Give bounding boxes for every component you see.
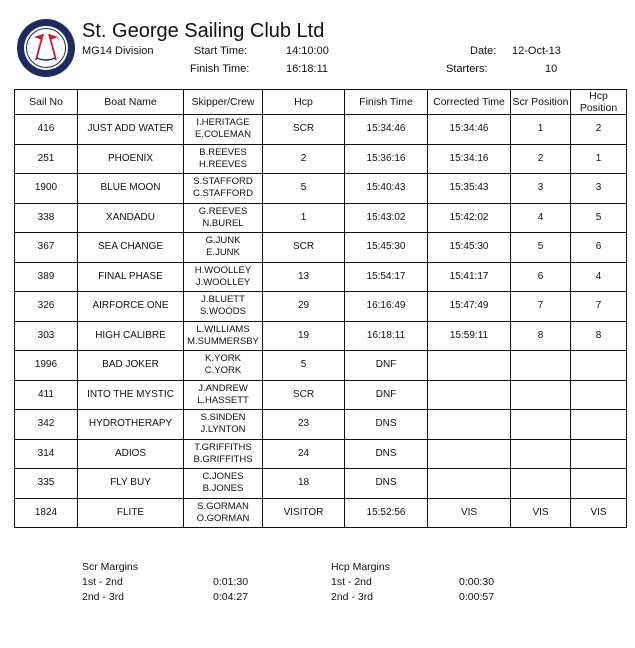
boat-name-cell: FLITE — [78, 498, 184, 528]
hcp-margin-label: 1st - 2nd — [331, 576, 372, 588]
date-value: 12-Oct-13 — [512, 45, 561, 57]
skipper-crew-cell — [184, 262, 263, 292]
skipper-name: S.SINDEN — [200, 412, 246, 424]
start-time-value: 14:10:00 — [286, 45, 329, 57]
finish-time-cell: 16:16:49 — [345, 292, 428, 322]
hcp-position-cell: 1 — [571, 144, 627, 174]
scr-margin-label: 2nd - 3rd — [82, 591, 125, 603]
scr-position-cell: 8 — [511, 321, 571, 351]
sail-no-cell: 1996 — [15, 351, 78, 381]
skipper-crew-cell — [184, 321, 263, 351]
corrected-time-cell — [428, 469, 511, 499]
scr-margins — [82, 561, 272, 606]
hcp-position-cell — [571, 351, 627, 381]
hcp-position-cell — [571, 410, 627, 440]
hcp-position-cell: 7 — [571, 292, 627, 322]
sail-no-cell: 342 — [15, 410, 78, 440]
hcp-position-cell: 4 — [571, 262, 627, 292]
hcp-cell: 13 — [263, 262, 345, 292]
scr-position-cell — [511, 439, 571, 469]
col-header-hcp-position: Hcp Position — [571, 90, 627, 115]
skipper-crew-cell — [184, 203, 263, 233]
skipper-name: T.GRIFFITHS — [194, 441, 252, 453]
crew-name: E.JUNK — [206, 247, 240, 259]
hcp-cell: 24 — [263, 439, 345, 469]
scr-position-cell — [511, 469, 571, 499]
corrected-time-cell: 15:47:49 — [428, 292, 511, 322]
skipper-crew-cell — [184, 233, 263, 263]
skipper-crew-cell — [184, 439, 263, 469]
skipper-name: J.BLUETT — [201, 294, 245, 306]
finish-time-cell: DNS — [345, 439, 428, 469]
boat-name-cell: INTO THE MYSTIC — [78, 380, 184, 410]
crew-name: B.GRIFFITHS — [193, 453, 253, 465]
hcp-cell: 5 — [263, 174, 345, 204]
sail-no-cell: 389 — [15, 262, 78, 292]
finish-time-cell: DNF — [345, 351, 428, 381]
starters-label: Starters: — [446, 63, 488, 75]
col-header-skipper-crew: Skipper/Crew — [184, 90, 263, 115]
finish-time-cell: 15:52:56 — [345, 498, 428, 528]
skipper-crew-cell — [184, 410, 263, 440]
sail-no-cell: 1824 — [15, 498, 78, 528]
crew-name: O.GORMAN — [196, 512, 250, 524]
table-row — [15, 233, 627, 263]
corrected-time-cell — [428, 410, 511, 440]
finish-time-cell: 15:45:30 — [345, 233, 428, 263]
hcp-position-cell: VIS — [571, 498, 627, 528]
sail-no-cell: 326 — [15, 292, 78, 322]
col-header-sail-no: Sail No — [15, 90, 78, 115]
boat-name-cell: XANDADU — [78, 203, 184, 233]
finish-time-cell: 15:40:43 — [345, 174, 428, 204]
start-time-label: Start Time: — [194, 45, 248, 57]
sail-no-cell: 338 — [15, 203, 78, 233]
skipper-crew-cell — [184, 115, 263, 145]
table-row — [15, 469, 627, 499]
boat-name-cell: HIGH CALIBRE — [78, 321, 184, 351]
sail-no-cell: 367 — [15, 233, 78, 263]
crew-name: M.SUMMERSBY — [187, 335, 259, 347]
hcp-margins — [331, 561, 521, 606]
skipper-name: H.WOOLLEY — [194, 264, 252, 276]
scr-position-cell: 1 — [511, 115, 571, 145]
finish-time-value: 16:18:11 — [286, 63, 329, 75]
scr-position-cell: 5 — [511, 233, 571, 263]
table-row — [15, 498, 627, 528]
col-header-scr-position: Scr Position — [511, 90, 571, 115]
skipper-name: L.WILLIAMS — [196, 323, 250, 335]
boat-name-cell: AIRFORCE ONE — [78, 292, 184, 322]
table-header-row — [15, 90, 627, 115]
col-header-hcp: Hcp — [263, 90, 345, 115]
finish-time-cell: DNF — [345, 380, 428, 410]
hcp-cell: SCR — [263, 233, 345, 263]
finish-time-cell: 15:34:46 — [345, 115, 428, 145]
skipper-name: K.YORK — [205, 353, 241, 365]
scr-margins-title: Scr Margins — [82, 561, 139, 573]
sail-no-cell: 411 — [15, 380, 78, 410]
corrected-time-cell: VIS — [428, 498, 511, 528]
scr-position-cell — [511, 351, 571, 381]
table-row — [15, 410, 627, 440]
division-label: MG14 Division — [82, 45, 154, 57]
table-row — [15, 262, 627, 292]
finish-time-cell: 15:43:02 — [345, 203, 428, 233]
corrected-time-cell — [428, 439, 511, 469]
sail-no-cell: 303 — [15, 321, 78, 351]
boat-name-cell: BAD JOKER — [78, 351, 184, 381]
corrected-time-cell: 15:59:11 — [428, 321, 511, 351]
table-row — [15, 351, 627, 381]
scr-position-cell: 7 — [511, 292, 571, 322]
finish-time-cell: 15:36:16 — [345, 144, 428, 174]
skipper-name: B.REEVES — [199, 146, 247, 158]
scr-margin-label: 1st - 2nd — [82, 576, 123, 588]
skipper-crew-cell — [184, 498, 263, 528]
boat-name-cell: BLUE MOON — [78, 174, 184, 204]
skipper-name: J.ANDREW — [198, 382, 248, 394]
hcp-cell: 2 — [263, 144, 345, 174]
skipper-crew-cell — [184, 292, 263, 322]
table-row — [15, 439, 627, 469]
sail-no-cell: 314 — [15, 439, 78, 469]
corrected-time-cell: 15:45:30 — [428, 233, 511, 263]
skipper-crew-cell — [184, 174, 263, 204]
skipper-name: G.REEVES — [198, 205, 248, 217]
boat-name-cell: PHOENIX — [78, 144, 184, 174]
club-burgee-emblem-icon — [16, 18, 76, 78]
corrected-time-cell — [428, 351, 511, 381]
hcp-position-cell — [571, 380, 627, 410]
hcp-margin-value: 0:00:30 — [459, 576, 495, 588]
scr-margin-value: 0:04:27 — [213, 591, 249, 603]
hcp-cell: 29 — [263, 292, 345, 322]
corrected-time-cell — [428, 380, 511, 410]
corrected-time-cell: 15:42:02 — [428, 203, 511, 233]
boat-name-cell: ADIOS — [78, 439, 184, 469]
crew-name: C.YORK — [204, 365, 242, 377]
hcp-margin-label: 2nd - 3rd — [331, 591, 374, 603]
table-row — [15, 174, 627, 204]
hcp-cell: VISITOR — [263, 498, 345, 528]
table-row — [15, 292, 627, 322]
hcp-cell: 18 — [263, 469, 345, 499]
starters-value: 10 — [545, 63, 558, 75]
sail-no-cell: 251 — [15, 144, 78, 174]
crew-name: C.STAFFORD — [193, 188, 253, 200]
skipper-name: S.GORMAN — [197, 500, 249, 512]
hcp-position-cell: 3 — [571, 174, 627, 204]
finish-time-cell: 16:18:11 — [345, 321, 428, 351]
crew-name: B.JONES — [202, 483, 244, 495]
results-table — [14, 89, 627, 528]
crew-name: J.WOOLLEY — [195, 276, 251, 288]
scr-position-cell — [511, 380, 571, 410]
sail-no-cell: 335 — [15, 469, 78, 499]
hcp-cell: 1 — [263, 203, 345, 233]
corrected-time-cell: 15:35:43 — [428, 174, 511, 204]
scr-position-cell: 2 — [511, 144, 571, 174]
boat-name-cell: SEA CHANGE — [78, 233, 184, 263]
finish-time-cell: DNS — [345, 469, 428, 499]
hcp-position-cell — [571, 439, 627, 469]
hcp-cell: 23 — [263, 410, 345, 440]
corrected-time-cell: 15:34:16 — [428, 144, 511, 174]
hcp-position-cell: 5 — [571, 203, 627, 233]
hcp-position-cell: 8 — [571, 321, 627, 351]
hcp-cell: 5 — [263, 351, 345, 381]
finish-time-cell: 15:54:17 — [345, 262, 428, 292]
table-row — [15, 203, 627, 233]
boat-name-cell: FLY BUY — [78, 469, 184, 499]
hcp-cell: SCR — [263, 380, 345, 410]
crew-name: L.HASSETT — [197, 394, 249, 406]
scr-margin-value: 0:01:30 — [213, 576, 249, 588]
table-row — [15, 144, 627, 174]
hcp-cell: 19 — [263, 321, 345, 351]
table-row — [15, 115, 627, 145]
scr-position-cell — [511, 410, 571, 440]
crew-name: H.REEVES — [198, 158, 248, 170]
club-title: St. George Sailing Club Ltd — [82, 20, 325, 42]
corrected-time-cell: 15:41:17 — [428, 262, 511, 292]
sail-no-cell: 416 — [15, 115, 78, 145]
skipper-crew-cell — [184, 351, 263, 381]
scr-position-cell: VIS — [511, 498, 571, 528]
hcp-cell: SCR — [263, 115, 345, 145]
skipper-name: C.JONES — [202, 471, 244, 483]
hcp-position-cell — [571, 469, 627, 499]
scr-position-cell: 4 — [511, 203, 571, 233]
crew-name: N.BUREL — [202, 217, 244, 229]
hcp-margin-value: 0:00:57 — [459, 591, 495, 603]
skipper-crew-cell — [184, 380, 263, 410]
scr-position-cell: 3 — [511, 174, 571, 204]
corrected-time-cell: 15:34:46 — [428, 115, 511, 145]
finish-time-label: Finish Time: — [190, 63, 250, 75]
col-header-finish-time: Finish Time — [345, 90, 428, 115]
boat-name-cell: HYDROTHERAPY — [78, 410, 184, 440]
skipper-crew-cell — [184, 469, 263, 499]
boat-name-cell: FINAL PHASE — [78, 262, 184, 292]
crew-name: S.WOODS — [200, 306, 246, 318]
hcp-position-cell: 6 — [571, 233, 627, 263]
boat-name-cell: JUST ADD WATER — [78, 115, 184, 145]
table-row — [15, 380, 627, 410]
finish-time-cell: DNS — [345, 410, 428, 440]
crew-name: J.LYNTON — [200, 424, 246, 436]
hcp-margins-title: Hcp Margins — [331, 561, 390, 573]
col-header-corrected-time: Corrected Time — [428, 90, 511, 115]
table-row — [15, 321, 627, 351]
sail-no-cell: 1900 — [15, 174, 78, 204]
crew-name: E.COLEMAN — [195, 129, 251, 141]
skipper-name: I.HERITAGE — [196, 117, 250, 129]
scr-position-cell: 6 — [511, 262, 571, 292]
skipper-crew-cell — [184, 144, 263, 174]
hcp-position-cell: 2 — [571, 115, 627, 145]
date-label: Date: — [470, 45, 497, 57]
skipper-name: G.JUNK — [205, 235, 241, 247]
skipper-name: S.STAFFORD — [193, 176, 253, 188]
col-header-boat-name: Boat Name — [78, 90, 184, 115]
